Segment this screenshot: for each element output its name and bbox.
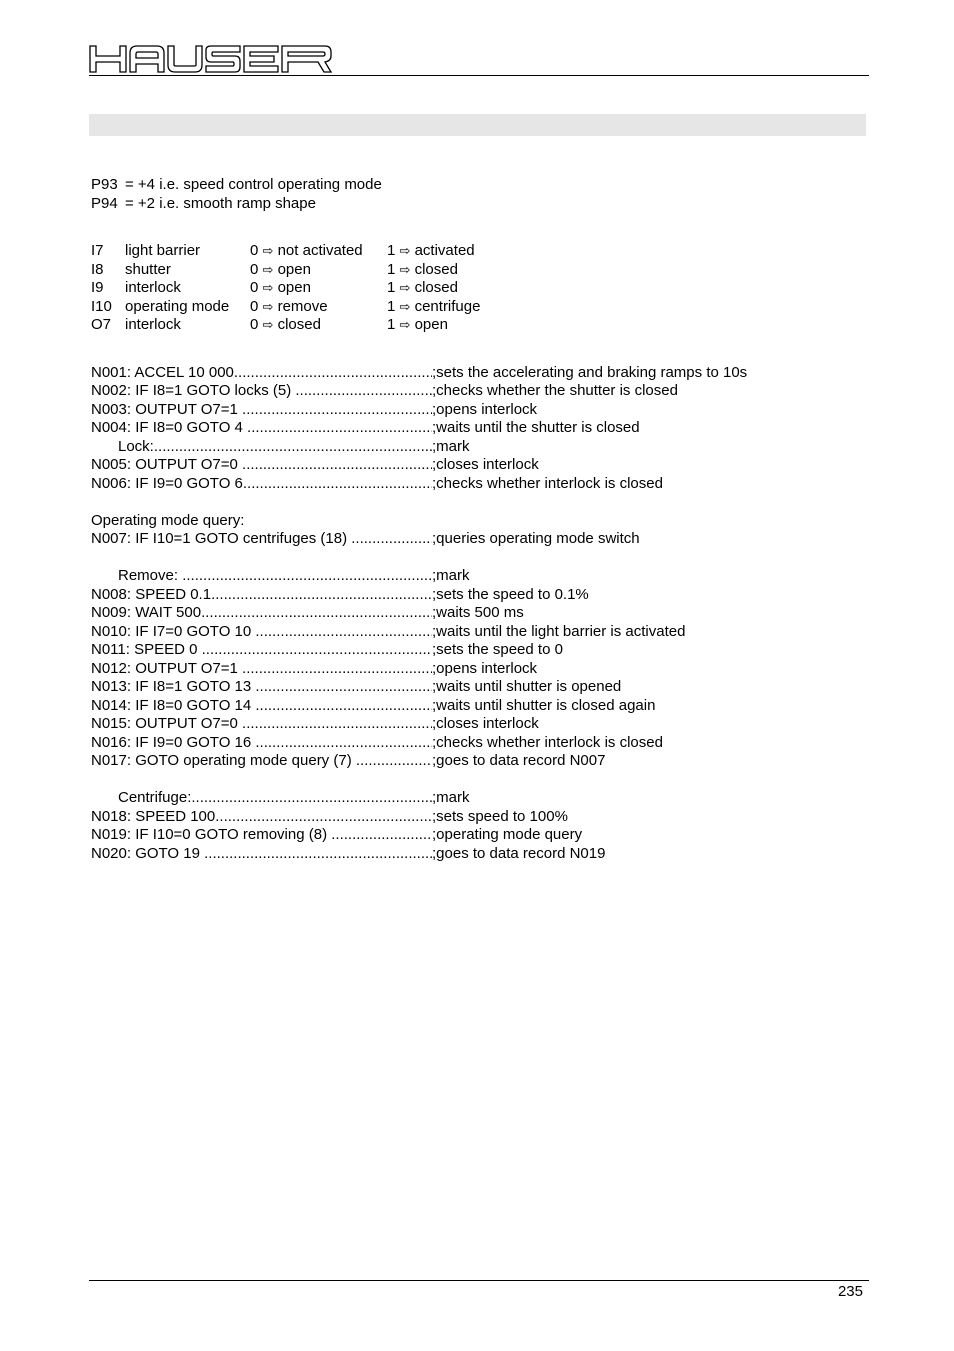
dot-leader	[356, 752, 432, 771]
io-table	[91, 242, 871, 335]
program-line	[91, 623, 871, 642]
program-comment: ;waits until the light barrier is activated	[432, 622, 686, 640]
program-command: N002: IF I8=1 GOTO locks (5)	[91, 382, 296, 399]
program-command: Remove:	[118, 567, 183, 584]
arrow-right-icon: ⇨	[262, 281, 274, 296]
dot-leader	[295, 382, 432, 401]
section-heading: Operating mode query:	[91, 511, 245, 529]
io-state-1: 1 ⇨ closed	[387, 279, 458, 296]
io-state-0: 0 ⇨ closed	[250, 316, 321, 333]
program-comment: ;goes to data record N007	[432, 752, 606, 769]
program-comment: ;queries operating mode switch	[432, 530, 640, 547]
program-line	[91, 475, 871, 494]
header-rule	[89, 75, 869, 76]
program-line	[91, 641, 871, 660]
program-line	[91, 678, 871, 697]
dot-leader	[255, 623, 432, 642]
program-command: N016: IF I9=0 GOTO 16	[91, 733, 256, 751]
program-block-remove	[91, 567, 871, 771]
program-line	[91, 789, 871, 808]
program-command: N018: SPEED 100	[91, 807, 216, 825]
dot-leader	[331, 826, 432, 845]
io-state-0: 0 ⇨ not activated	[250, 242, 363, 259]
arrow-right-icon: ⇨	[399, 318, 411, 333]
program-comment: ;closes interlock	[432, 456, 539, 473]
program-line	[91, 382, 871, 401]
program-line	[91, 438, 871, 457]
io-row	[91, 261, 871, 280]
program-command: N003: OUTPUT O7=1	[91, 400, 243, 418]
arrow-right-icon: ⇨	[399, 281, 411, 296]
program-comment: ;operating mode query	[432, 826, 583, 843]
dot-leader	[242, 401, 432, 420]
program-comment: ;mark	[432, 789, 470, 806]
parameter-row	[91, 176, 871, 195]
program-comment: ;waits until shutter is opened	[432, 678, 622, 695]
arrow-right-icon: ⇨	[399, 244, 411, 259]
dot-leader	[211, 586, 432, 605]
arrow-right-icon: ⇨	[262, 262, 274, 278]
program-line	[91, 604, 871, 623]
parameter-value: = +4 i.e. speed control operating mode	[125, 176, 382, 193]
program-command: N012: OUTPUT O7=1	[91, 659, 243, 677]
program-command: N007: IF I10=1 GOTO centrifuges (18)	[91, 530, 352, 547]
program-comment: ;waits 500 ms	[432, 604, 524, 621]
page-content	[91, 176, 871, 863]
parameter-list	[91, 176, 871, 213]
hauser-logo	[89, 45, 333, 73]
program-comment: ;sets speed to 100%	[432, 807, 568, 825]
program-comment: ;mark	[432, 567, 470, 584]
arrow-right-icon: ⇨	[399, 299, 411, 315]
program-comment: ;checks whether interlock is closed	[432, 474, 663, 492]
io-row	[91, 279, 871, 298]
dot-leader	[182, 567, 432, 586]
io-name: shutter	[125, 260, 171, 278]
arrow-right-icon: ⇨	[262, 318, 274, 333]
io-id: I8	[91, 260, 104, 278]
program-comment: ;opens interlock	[432, 400, 538, 418]
io-state-0: 0 ⇨ remove	[250, 297, 328, 315]
program-command: N005: OUTPUT O7=0	[91, 456, 243, 473]
dot-leader	[204, 845, 432, 864]
program-line	[91, 808, 871, 827]
dot-leader	[234, 364, 432, 383]
program-comment: ;goes to data record N019	[432, 844, 606, 862]
io-state-1: 1 ⇨ centrifuge	[387, 297, 481, 315]
section-band	[89, 114, 866, 136]
program-command: N010: IF I7=0 GOTO 10	[91, 622, 256, 640]
program-command: N009: WAIT 500	[91, 604, 202, 621]
program-command: N001: ACCEL 10 000	[91, 363, 234, 381]
program-command: Centrifuge:	[118, 789, 192, 806]
io-state-0: 0 ⇨ open	[250, 279, 311, 296]
arrow-right-icon: ⇨	[262, 299, 274, 315]
program-line	[91, 567, 871, 586]
program-command: N019: IF I10=0 GOTO removing (8)	[91, 826, 332, 843]
dot-leader	[255, 697, 432, 716]
io-id: O7	[91, 316, 112, 333]
io-row	[91, 316, 871, 335]
dot-leader	[351, 530, 432, 549]
arrow-right-icon: ⇨	[399, 262, 411, 278]
footer-rule	[89, 1280, 869, 1281]
program-block-centrifuge	[91, 789, 871, 863]
program-line	[91, 734, 871, 753]
dot-leader	[215, 808, 432, 827]
io-state-1: 1 ⇨ closed	[387, 260, 458, 278]
program-command: N013: IF I8=1 GOTO 13	[91, 678, 256, 695]
program-line	[91, 697, 871, 716]
program-line	[91, 530, 871, 549]
parameter-row	[91, 195, 871, 214]
dot-leader	[242, 456, 432, 475]
io-state-0: 0 ⇨ open	[250, 260, 311, 278]
io-name: interlock	[125, 316, 181, 333]
program-line	[91, 715, 871, 734]
program-command: N014: IF I8=0 GOTO 14	[91, 696, 256, 714]
program-line	[91, 752, 871, 771]
program-command: N006: IF I9=0 GOTO 6	[91, 474, 243, 492]
program-comment: ;waits until shutter is closed again	[432, 696, 656, 714]
dot-leader	[201, 604, 432, 623]
program-comment: ;checks whether interlock is closed	[432, 733, 663, 751]
parameter-name: P94	[91, 194, 118, 212]
dot-leader	[154, 438, 432, 457]
io-name: light barrier	[125, 242, 201, 259]
program-command: Lock:	[118, 437, 154, 455]
program-comment: ;waits until the shutter is closed	[432, 419, 640, 436]
program-comment: ;closes interlock	[432, 715, 539, 732]
io-name: operating mode	[125, 297, 230, 315]
program-command: N011: SPEED 0	[91, 641, 202, 658]
io-id: I9	[91, 279, 104, 296]
program-command: N008: SPEED 0.1	[91, 585, 212, 603]
parameter-name: P93	[91, 176, 118, 193]
io-id: I10	[91, 297, 112, 315]
program-line	[91, 660, 871, 679]
io-state-1: 1 ⇨ open	[387, 316, 448, 333]
program-block-query	[91, 530, 871, 549]
dot-leader	[191, 789, 432, 808]
program-command: N020: GOTO 19	[91, 844, 205, 862]
dot-leader	[243, 475, 432, 494]
program-block-lock	[91, 364, 871, 494]
dot-leader	[247, 419, 432, 438]
program-line	[91, 401, 871, 420]
dot-leader	[242, 660, 432, 679]
io-id: I7	[91, 242, 104, 259]
dot-leader	[242, 715, 432, 734]
program-comment: ;checks whether the shutter is closed	[432, 382, 678, 399]
program-command: N004: IF I8=0 GOTO 4	[91, 419, 248, 436]
io-state-1: 1 ⇨ activated	[387, 242, 475, 259]
program-comment: ;sets the speed to 0.1%	[432, 585, 589, 603]
program-comment: ;sets the speed to 0	[432, 641, 563, 658]
program-command: N017: GOTO operating mode query (7)	[91, 752, 356, 769]
program-comment: ;opens interlock	[432, 659, 538, 677]
program-line	[91, 826, 871, 845]
io-name: interlock	[125, 279, 181, 296]
program-comment: ;sets the accelerating and braking ramps to 10s	[432, 363, 748, 381]
parameter-value: = +2 i.e. smooth ramp shape	[125, 194, 316, 212]
program-line	[91, 419, 871, 438]
io-row	[91, 298, 871, 317]
page-number: 235	[837, 1283, 863, 1300]
io-row	[91, 242, 871, 261]
arrow-right-icon: ⇨	[262, 244, 274, 259]
program-line	[91, 364, 871, 383]
program-comment: ;mark	[432, 437, 470, 455]
program-command: N015: OUTPUT O7=0	[91, 715, 243, 732]
dot-leader	[202, 641, 432, 660]
program-line	[91, 586, 871, 605]
program-line	[91, 845, 871, 864]
dot-leader	[255, 678, 432, 697]
dot-leader	[255, 734, 432, 753]
program-line	[91, 456, 871, 475]
